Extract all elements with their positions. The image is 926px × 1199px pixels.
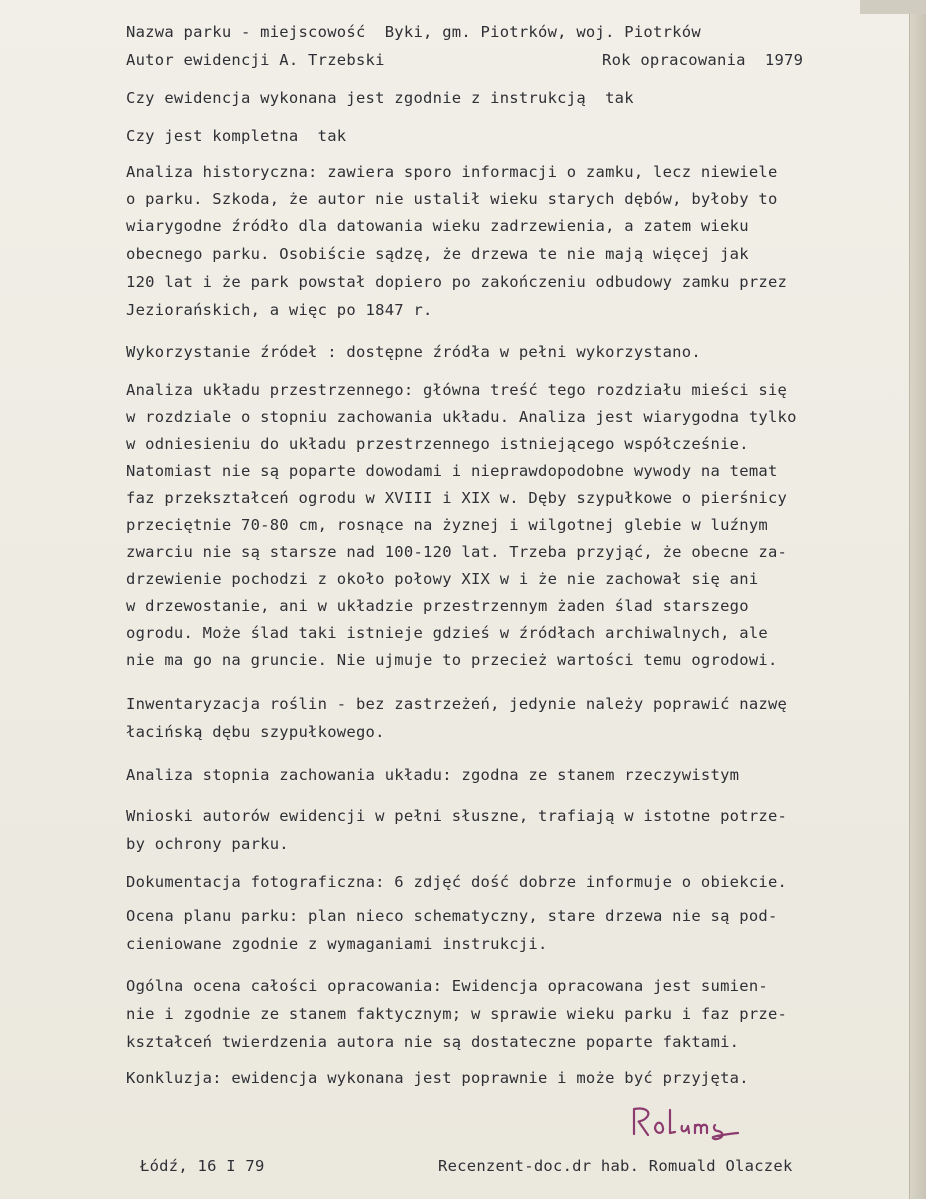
verdict-line: Konkluzja: ewidencja wykonana jest poprawnie i może być przyjęta.	[126, 1069, 749, 1087]
park-name-line: Nazwa parku - miejscowość Byki, gm. Piotrków, woj. Piotrków	[126, 23, 701, 41]
inventory-line: łacińską dębu szypułkowego.	[126, 723, 385, 741]
spatial-line: w rozdziale o stopniu zachowania układu. Analiza jest wiarygodna tylko	[126, 408, 797, 426]
spatial-line: Natomiast nie są poparte dowodami i nieprawdopodobne wywody na temat	[126, 462, 778, 480]
page-edge-strip	[909, 0, 926, 1199]
spatial-line: w odniesieniu do układu przestrzennego istniejącego współcześnie.	[126, 435, 749, 453]
photos-line: Dokumentacja fotograficzna: 6 zdjęć dość dobrze informuje o obiekcie.	[126, 873, 788, 891]
spatial-line: zwarciu nie są starsze nad 100-120 lat. Trzeba przyjąć, że obecne za-	[126, 543, 788, 561]
spatial-line: przeciętnie 70-80 cm, rosnące na żyznej i wilgotnej glebie w luźnym	[126, 516, 768, 534]
overall-line: Ogólna ocena całości opracowania: Ewidencja opracowana jest sumien-	[126, 977, 768, 995]
historical-line: Analiza historyczna: zawiera sporo informacji o zamku, lecz niewiele	[126, 163, 778, 181]
spatial-line: drzewienie pochodzi z około połowy XIX w i że nie zachował się ani	[126, 570, 759, 588]
inventory-line: Inwentaryzacja roślin - bez zastrzeżeń, jedynie należy poprawić nazwę	[126, 695, 788, 713]
spatial-line: ogrodu. Może ślad taki istnieje gdzieś w źródłach archiwalnych, ale	[126, 624, 768, 642]
year-line: Rok opracowania 1979	[602, 51, 804, 69]
author-line: Autor ewidencji A. Trzebski	[126, 51, 385, 69]
spatial-line: faz przekształceń ogrodu w XVIII i XIX w. Dęby szypułkowe o pierśnicy	[126, 489, 788, 507]
signature-image	[628, 1104, 778, 1142]
conclusions-line: by ochrony parku.	[126, 835, 289, 853]
top-right-tab	[860, 0, 926, 14]
place-date: Łódź, 16 I 79	[140, 1157, 265, 1175]
preservation-line: Analiza stopnia zachowania układu: zgodna ze stanem rzeczywistym	[126, 766, 740, 784]
overall-line: nie i zgodnie ze stanem faktycznym; w sprawie wieku parku i faz prze-	[126, 1005, 788, 1023]
historical-line: o parku. Szkoda, że autor nie ustalił wieku starych dębów, byłoby to	[126, 190, 778, 208]
sources-line: Wykorzystanie źródeł : dostępne źródła w pełni wykorzystano.	[126, 343, 701, 361]
spatial-line: Analiza układu przestrzennego: główna treść tego rozdziału mieści się	[126, 381, 788, 399]
reviewer-name: Recenzent-doc.dr hab. Romuald Olaczek	[438, 1157, 793, 1175]
spatial-line: w drzewostanie, ani w układzie przestrzennym żaden ślad starszego	[126, 597, 749, 615]
conclusions-line: Wnioski autorów ewidencji w pełni słuszne, trafiają w istotne potrze-	[126, 807, 788, 825]
overall-line: kształceń twierdzenia autora nie są dostateczne poparte faktami.	[126, 1033, 740, 1051]
plan-line: cieniowane zgodnie z wymaganiami instrukcji.	[126, 935, 548, 953]
historical-line: obecnego parku. Osobiście sądzę, że drzewa te nie mają więcej jak	[126, 245, 749, 263]
historical-line: Jeziorańskich, a więc po 1847 r.	[126, 301, 433, 319]
spatial-line: nie ma go na gruncie. Nie ujmuje to przecież wartości temu ogrodowi.	[126, 651, 778, 669]
question-completeness: Czy jest kompletna tak	[126, 127, 347, 145]
historical-line: 120 lat i że park powstał dopiero po zakończeniu odbudowy zamku przez	[126, 273, 788, 291]
question-compliance: Czy ewidencja wykonana jest zgodnie z instrukcją tak	[126, 89, 634, 107]
plan-line: Ocena planu parku: plan nieco schematyczny, stare drzewa nie są pod-	[126, 907, 778, 925]
historical-line: wiarygodne źródło dla datowania wieku zadrzewienia, a zatem wieku	[126, 217, 749, 235]
